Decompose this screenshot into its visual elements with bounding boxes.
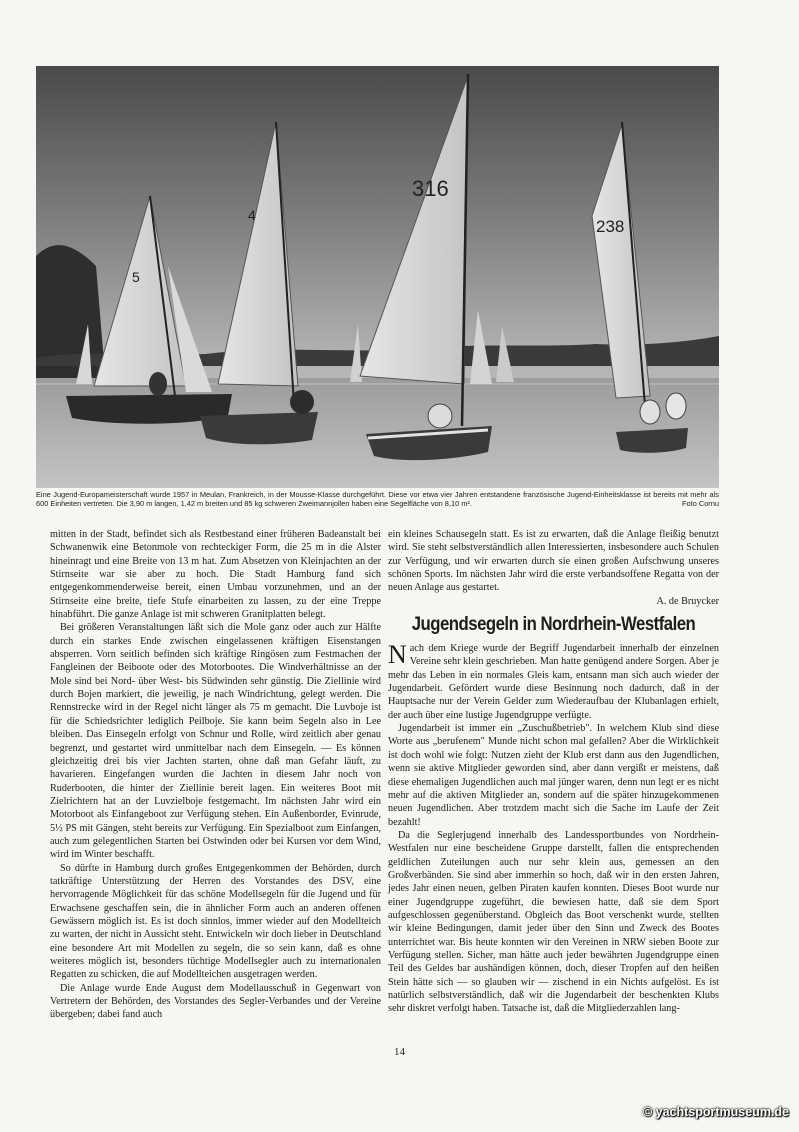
sail-number-5: 5 [132, 269, 140, 285]
right-column [388, 528, 719, 1016]
photo-caption [36, 490, 719, 508]
right-intro-paragraph: ein kleines Schausegeln statt. Es ist zu erwarten, daß die Anlage fleißig benutzt wird. Sie steht selbstverständlich allen Interessierten, insbesondere auch Schulen zur Verfügung, und wir erwarten durch sie einen großen Aufschwung unseres schönen Sports. Im nächsten Jahr wird die erste verbandsoffene Regatta von der neuen Anlage aus gestartet. [388, 529, 719, 594]
sail-number-4: 4 [248, 207, 256, 223]
page-number: 14 [394, 1046, 405, 1058]
left-paragraph-1: mitten in der Stadt, befindet sich als Restbestand einer früheren Badeanstalt bei Schwanenwik eine Betonmole von rechteckiger Form, die 25 m in die Alster hineinragt und eine Breite von 13 m hat. Zum Absetzen von Kleinjachten an der Stirnseite war sie aber zu hoch. Die Stadt Hamburg fand sich entgegenkommenderweise bereit, einen Umbau vorzunehmen, und an der Stirnseite eine breite, tiefe Stufe einarbeiten zu lassen, zu der eine Treppe hinabführt. Die ganze Anlage ist mit schweren Granitplatten belegt. [50, 529, 381, 621]
dropcap-letter: N [388, 640, 407, 670]
watermark: © yachtsportmuseum.de [642, 1105, 789, 1119]
left-paragraph-3: So dürfte in Hamburg durch großes Entgegenkommen der Behörden, durch tatkräftige Unterstützung der Herren des Vorstandes des DSV, eine hervorragende Möglichkeit für das schöne Modellsegeln für die Jugend und für Erwachsene geschaffen sein, die in ähnlicher Form auch an anderen offenen Gewässern möglich ist. Es ist doch sinnlos, immer wieder auf den Modellteich zu warten, der nicht in Aussicht steht. Entwickeln wir doch lieber in Deutschland eine besondere Art mit Modellen zu segeln, die so sein kann, daß es ohne weiteres möglich ist, besonders tüchtige Modellsegler auch zu internationalen Regatten zu schicken, die auf Modellteichen ausgetragen werden. [50, 862, 381, 981]
article-first-paragraph [388, 642, 719, 722]
author-signature: A. de Bruycker [656, 595, 719, 607]
left-paragraph-2: Bei größeren Veranstaltungen läßt sich die Mole ganz oder auch zur Hälfte durch ein starkes Ende zwischen eingelassenen kräftigen Eisenstangen absperren. Vorn seitlich befinden sich kräftige Ringösen zum Festmachen der Fangleinen der Beiboote oder des Motorbootes. Die Windverhältnisse an der Mole sind bei Nord- über West- bis Südwinden sehr günstig. Die Ziellinie wird durch Bojen markiert, die jeweilig, je nach Windrichtung, gelegt werden. Die Rennstrecke wird in der Regel nicht länger als 75 m gemacht. Die Luvboje ist für die Schiedsrichter lediglich Peilboje. Sie kann beim Segeln also in Lee bleiben. Das Einsegeln erfolgt von Schnur und Rolle, wird zeitlich aber genau begrenzt, und gestartet wird unmittelbar nach dem Einsegeln. — Es können gleichzeitig drei bis vier Jachten starten, ohne daß man Gefahr läuft, zu havarieren. Eingefangen wurden die Jachten in diesem Jahr noch von Ruderbooten, die hinter der Ziellinie bereit lagen. Ein weiteres Boot mit Zielrichtern hat an der Luvzielboje festgemacht. Im nächsten Jahr wird ein Motorboot als Einfangeboot zur Verfügung stehen. Ein Außenborder, Evinrude, 5½ PS mit Gängen, steht bereits zur Verfügung. Ein Spezialboot zum Einfangen, auch zum gelegentlichen Starten bei Ostwinden oder bei Kursen vor dem Wind, wird im Winter beschafft. [50, 622, 381, 861]
photo-credit: Foto Cornu [682, 499, 719, 508]
sail-number-316: 316 [412, 176, 449, 201]
caption-text: Eine Jugend-Europameisterschaft wurde 1957 in Meulan, Frankreich, in der Mousse-Klasse durchgeführt. Diese vor etwa vier Jahren entstandene französische Jugend-Einheitsklasse ist bereits mit mehr als 600 Einheiten vertreten. Die 3,90 m langen, 1,42 m breiten und 85 kg schweren Zweimannjollen haben eine Segelfläche von 8,10 m². [36, 490, 719, 508]
right-paragraph-3: Da die Seglerjugend innerhalb des Landessportbundes von Nordrhein-Westfalen nur eine bescheidene Gruppe darstellt, fallen die entsprechenden geldlichen Zuteilungen auch nur sehr klein aus, gemessen an den Großverbänden. Sie sind aber immerhin so hoch, daß wir in den ersten Jahren, jedes Jahr einen neuen, gelben Piraten kaufen konnten. Dieses Boot wurde nur einer Jugendgruppe zugeführt, die bewiesen hatte, daß sie dem Sport aufgeschlossen gegenüberstand. Obgleich das Boot verschenkt wurde, stellten wir kleine Bedingungen, damit jeder über den Sinn und Zweck des Bootes unterrichtet war. Bis heute konnten wir den Vereinen in NRW sieben Boote zur Verfügung stellen. Sicher, man hätte auch jeder bewährten Jugendgruppe einen Teil des Geldes bar aushändigen können, doch, dieser Tropfen auf den heißen Stein hätte sich — so glauben wir — zischend in ein Nichts aufgelöst. Es ist natürlich selbstverständlich, daß wir die Jugendarbeit der beschenkten Klubs sehr diskret verfolgt haben. Tatsache ist, daß die Mitgliederzahlen lang- [388, 829, 719, 1015]
right-paragraph-2: Jugendarbeit ist immer ein „Zuschußbetrieb". In welchem Klub sind diese Worte aus „berufenem" Munde nicht schon mal gefallen? Aber die Wirklichkeit ist doch wohl wie folgt: Nutzen zieht der Klub erst dann aus den Jugendlichen, wenn sie aktive Mitglieder geworden sind, aber dann vergißt er meistens, daß diese ehemaligen Jugendlichen auch mal jünger waren, denn nun legt er es nicht mehr auf die aktiven Mitglieder an, sondern auf die später hinzugekommenen neuen Jugendlichen. Aber trotzdem macht sich die Sache im Laufe der Zeit bezahlt! [388, 723, 719, 828]
left-column [50, 528, 381, 1022]
sailing-regatta-photo-icon [36, 66, 719, 488]
sail-number-238: 238 [596, 217, 625, 236]
first-paragraph-text: ach dem Kriege wurde der Begriff Jugendarbeit innerhalb der einzelnen Vereine sehr klein geschrieben. Man hatte genügend andere Sorgen. Aber je mehr das Leben in ein normales Gleis kam, entsann man sich auch wieder der Jugendarbeit. Gefördert wurde diese Besinnung noch dadurch, daß in der Hauptsache nur der Verein Gelder zum Wiederaufbau der Klubanlagen erhielt, der auch über eine lustige Jugendgruppe verfügte. [388, 643, 719, 721]
regatta-photo [36, 66, 719, 488]
left-paragraph-4: Die Anlage wurde Ende August dem Modellausschuß in Gegenwart von Vertretern der Behörden, des Vorstandes des Segler-Verbandes und der Vereine übergeben; dabei fand auch [50, 982, 381, 1021]
article-heading: Jugendsegeln in Nordrhein-Westfalen [411, 613, 696, 636]
